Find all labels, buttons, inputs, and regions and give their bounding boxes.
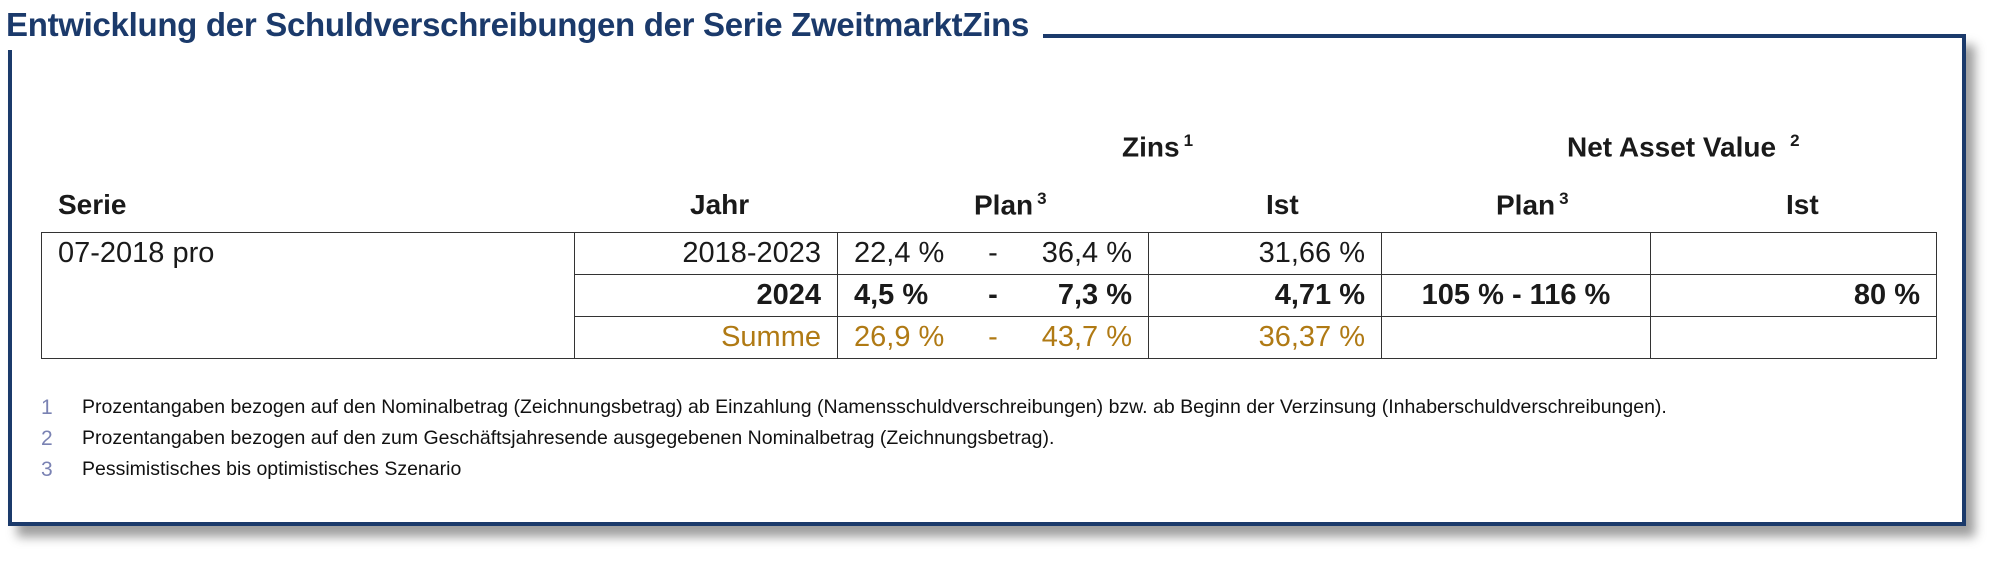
plan-separator: - [988,279,998,311]
column-header-serie: Serie [58,189,127,220]
zins-plan-cell [838,233,1149,275]
footnote-text: Prozentangaben bezogen auf den Nominalbetrag (Zeichnungsbetrag) ab Einzahlung (Namensschuldverschreibungen) bzw. ab Beginn der Verzinsung (Inhaberschuldverschreibungen). [82,396,1667,418]
nav-plan-cell [1382,233,1651,275]
serie-cell: 07-2018 pro [42,233,575,359]
page-title: Entwicklung der Schuldverschreibungen der Serie ZweitmarktZins [6,6,1029,43]
title-container [0,0,1043,50]
footnote [41,392,1667,423]
plan-max: 36,4 % [1041,237,1132,269]
jahr-cell: 2024 [575,275,838,317]
nav-plan-cell [1382,317,1651,359]
footnote-ref: 3 [1559,189,1569,208]
footnote-number: 3 [41,457,53,481]
plan-min: 26,9 % [854,321,945,353]
footnote [41,454,1667,485]
plan-max: 7,3 % [1057,279,1132,311]
zins-plan-cell [838,317,1149,359]
table-row [42,233,1937,275]
data-table [41,232,1937,359]
footnote-ref: 3 [1037,189,1047,208]
footnote-text: Pessimistisches bis optimistisches Szenario [82,458,462,480]
column-header-nav-plan-label: Plan [1496,189,1556,221]
footnotes [41,392,1667,485]
zins-plan-cell [838,275,1149,317]
column-header-nav-plan [1496,189,1569,221]
plan-max: 43,7 % [1041,321,1132,353]
column-header-jahr: Jahr [690,189,750,220]
plan-min: 4,5 % [854,279,929,311]
column-header-zins-plan [974,189,1047,221]
nav-plan-cell: 105 % - 116 % [1382,275,1651,317]
nav-ist-cell: 80 % [1651,275,1937,317]
column-header-nav-ist: Ist [1786,189,1819,220]
group-header-nav [1567,131,1800,163]
column-header-zins-ist: Ist [1266,189,1299,220]
zins-ist-cell: 4,71 % [1149,275,1382,317]
zins-ist-cell: 31,66 % [1149,233,1382,275]
footnote-ref: 2 [1790,131,1800,150]
footnote-text: Prozentangaben bezogen auf den zum Geschäftsjahresende ausgegebenen Nominalbetrag (Zeichnungsbetrag). [82,427,1055,449]
column-header-zins-plan-label: Plan [974,189,1034,221]
footnote [41,423,1667,454]
plan-separator: - [988,321,998,353]
plan-separator: - [988,237,998,269]
nav-ist-cell [1651,233,1937,275]
group-header-zins [1122,131,1193,163]
footnote-number: 2 [41,426,53,450]
group-header-zins-label: Zins [1122,131,1180,163]
plan-min: 22,4 % [854,237,945,269]
jahr-cell: 2018-2023 [575,233,838,275]
zins-ist-cell: 36,37 % [1149,317,1382,359]
footnote-ref: 1 [1183,131,1194,150]
nav-ist-cell [1651,317,1937,359]
group-header-nav-label: Net Asset Value [1567,131,1777,163]
footnote-number: 1 [41,395,53,419]
jahr-cell: Summe [575,317,838,359]
